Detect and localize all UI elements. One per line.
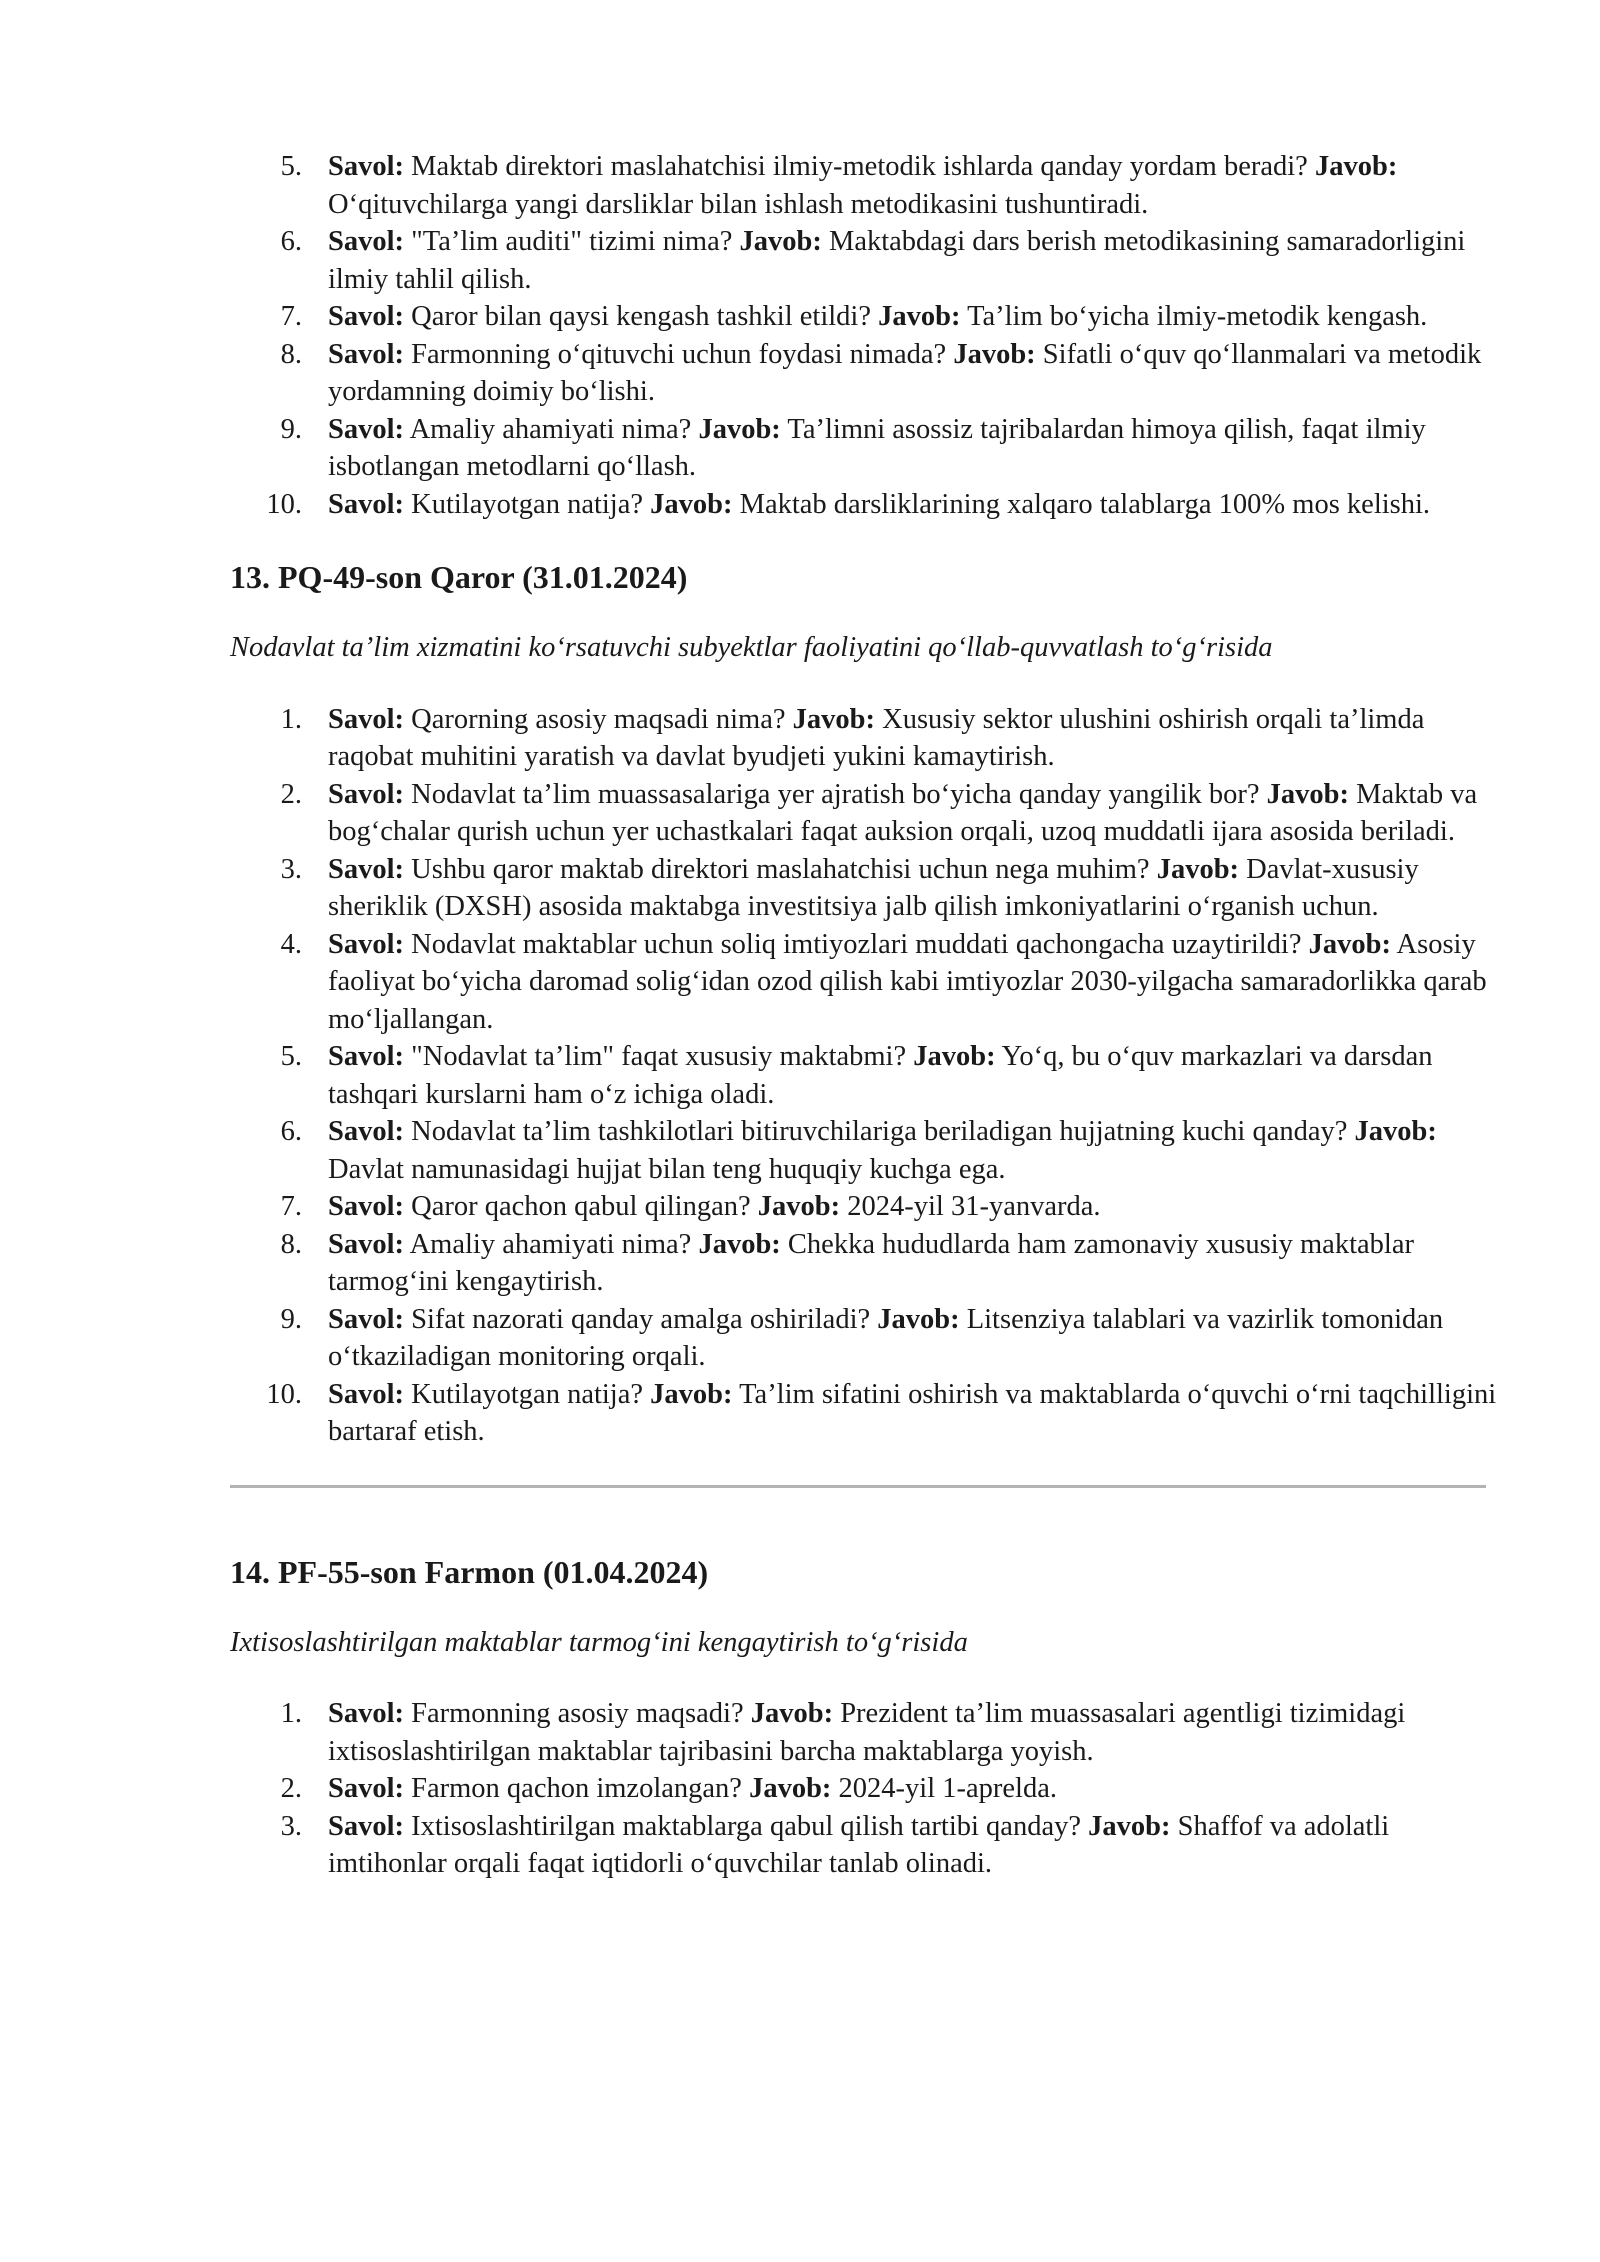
section-13-heading: 13. PQ-49-son Qaror (31.01.2024): [230, 559, 688, 595]
answer-text: Maktab darsliklarining xalqaro talablarga 100% mos kelishi.: [739, 488, 1431, 520]
qa-item: [230, 1808, 1500, 1883]
answer-text: Shaffof va adolatli imtihonlar orqali faqat iqtidorli o‘quvchilar tanlab olinadi.: [328, 1810, 1390, 1879]
section-13-subtitle: Nodavlat ta’lim xizmatini ko‘rsatuvchi subyektlar faoliyatini qo‘llab-quvvatlash to‘g‘risida: [230, 632, 1273, 663]
qa-item: [230, 1695, 1500, 1770]
answer-text: Yo‘q, bu o‘quv markazlari va darsdan tashqari kurslarni ham o‘z ichiga oladi.: [328, 1041, 1433, 1110]
answer-label: Javob:: [1354, 1116, 1437, 1147]
question-text: Ixtisoslashtirilgan maktablarga qabul qilish tartibi qanday?: [411, 1810, 1082, 1842]
answer-label: Javob:: [1088, 1810, 1171, 1842]
item-number: 7.: [280, 301, 302, 332]
answer-text: O‘qituvchilarga yangi darsliklar bilan ishlash metodikasini tushuntiradi.: [328, 188, 1149, 220]
qa-item: [230, 411, 1500, 486]
question-label: Savol:: [328, 1698, 405, 1729]
qa-item: [230, 148, 1500, 223]
answer-text: 2024-yil 1-aprelda.: [838, 1773, 1057, 1804]
answer-label: Javob:: [1308, 928, 1391, 960]
question-text: Nodavlat ta’lim tashkilotlari bitiruvchilariga beriladigan hujjatning kuchi qanday?: [411, 1116, 1348, 1147]
question-text: "Ta’lim auditi" tizimi nima?: [411, 226, 733, 257]
qa-item: [230, 1188, 1500, 1226]
qa-item: [230, 223, 1500, 298]
question-text: Qaror qachon qabul qilingan?: [411, 1191, 751, 1222]
item-number: 1.: [280, 703, 302, 735]
item-number: 2.: [280, 1773, 302, 1804]
question-text: Ushbu qaror maktab direktori maslahatchisi uchun nega muhim?: [411, 853, 1150, 885]
qa-item: [230, 486, 1500, 524]
answer-label: Javob:: [1266, 778, 1349, 810]
question-label: Savol:: [328, 413, 405, 445]
answer-text: Maktabdagi dars berish metodikasining samaradorligini ilmiy tahlil qilish.: [328, 226, 1466, 295]
answer-text: Ta’lim bo‘yicha ilmiy-metodik kengash.: [967, 301, 1428, 332]
question-label: Savol:: [328, 1041, 405, 1072]
question-label: Savol:: [328, 1773, 405, 1804]
question-text: Nodavlat ta’lim muassasalariga yer ajratish bo‘yicha qanday yangilik bor?: [411, 778, 1260, 810]
qa-item: [230, 701, 1500, 776]
answer-label: Javob:: [698, 1228, 781, 1260]
item-number: 9.: [280, 413, 302, 445]
qa-item: [230, 1770, 1500, 1808]
answer-label: Javob:: [1314, 151, 1398, 182]
answer-text: Maktab va bog‘chalar qurish uchun yer uchastkalari faqat auksion orqali, uzoq muddatli ijara asosida beriladi.: [328, 778, 1478, 847]
qa-item: [230, 1376, 1500, 1451]
question-label: Savol:: [328, 1303, 405, 1335]
question-text: Qaror bilan qaysi kengash tashkil etildi?: [411, 301, 871, 332]
answer-text: 2024-yil 31-yanvarda.: [847, 1191, 1101, 1222]
question-text: Qarorning asosiy maqsadi nima?: [411, 703, 786, 735]
qa-item: [230, 1301, 1500, 1376]
item-number: 8.: [280, 1228, 302, 1260]
question-label: Savol:: [328, 928, 405, 960]
item-number: 3.: [280, 1810, 302, 1842]
item-number: 2.: [280, 778, 302, 810]
answer-text: Litsenziya talablari va vazirlik tomonidan o‘tkaziladigan monitoring orqali.: [328, 1303, 1444, 1372]
answer-text: Ta’lim sifatini oshirish va maktablarda o‘quvchi o‘rni taqchilligini bartaraf etish.: [328, 1378, 1497, 1447]
question-text: Kutilayotgan natija?: [411, 488, 644, 520]
answer-text: Ta’limni asossiz tajribalardan himoya qilish, faqat ilmiy isbotlangan metodlarni qo‘llash.: [328, 413, 1426, 482]
item-number: 10.: [266, 1378, 302, 1410]
question-text: Kutilayotgan natija?: [411, 1378, 644, 1410]
item-number: 5.: [280, 1041, 302, 1072]
answer-label: Javob:: [792, 703, 875, 735]
qa-item: [230, 1113, 1500, 1188]
question-label: Savol:: [328, 1116, 405, 1147]
question-label: Savol:: [328, 151, 405, 182]
item-number: 5.: [280, 151, 302, 182]
item-number: 6.: [280, 226, 302, 257]
question-text: Nodavlat maktablar uchun soliq imtiyozlari muddati qachongacha uzaytirildi?: [411, 928, 1302, 960]
document-page: [230, 148, 1500, 1883]
qa-item: [230, 926, 1500, 1039]
answer-text: Davlat-xususiy sheriklik (DXSH) asosida maktabga investitsiya jalb qilish imkoniyatlarini o‘rganish uchun.: [328, 853, 1419, 922]
answer-label: Javob:: [650, 1378, 733, 1410]
item-number: 4.: [280, 928, 302, 960]
qa-item: [230, 336, 1500, 411]
answer-label: Javob:: [698, 413, 781, 445]
question-text: Farmonning o‘qituvchi uchun foydasi nimada?: [411, 338, 947, 370]
item-number: 7.: [280, 1191, 302, 1222]
question-label: Savol:: [328, 488, 405, 520]
question-text: Farmonning asosiy maqsadi?: [411, 1698, 744, 1729]
item-number: 1.: [280, 1698, 302, 1729]
question-label: Savol:: [328, 778, 405, 810]
answer-label: Javob:: [1156, 853, 1240, 885]
question-text: "Nodavlat ta’lim" faqat xususiy maktabmi?: [411, 1041, 907, 1072]
qa-list-section-13: [230, 701, 1500, 1451]
question-label: Savol:: [328, 853, 405, 885]
question-label: Savol:: [328, 338, 405, 370]
qa-item: [230, 1226, 1500, 1301]
answer-label: Javob:: [953, 338, 1036, 370]
answer-text: Davlat namunasidagi hujjat bilan teng huquqiy kuchga ega.: [328, 1153, 1006, 1185]
question-text: Farmon qachon imzolangan?: [411, 1773, 742, 1804]
item-number: 10.: [266, 488, 302, 520]
question-text: Amaliy ahamiyati nima?: [409, 413, 692, 445]
answer-label: Javob:: [749, 1773, 832, 1804]
question-text: Maktab direktori maslahatchisi ilmiy-metodik ishlarda qanday yordam beradi?: [411, 151, 1308, 182]
question-label: Savol:: [328, 226, 405, 257]
question-label: Savol:: [328, 1810, 405, 1842]
question-text: Amaliy ahamiyati nima?: [409, 1228, 692, 1260]
question-label: Savol:: [328, 1378, 405, 1410]
qa-item: [230, 298, 1500, 336]
item-number: 3.: [280, 853, 302, 885]
item-number: 6.: [280, 1116, 302, 1147]
answer-text: Chekka hududlarda ham zamonaviy xususiy maktablar tarmog‘ini kengaytirish.: [328, 1228, 1414, 1297]
answer-text: Xususiy sektor ulushini oshirish orqali ta’limda raqobat muhitini yaratish va davlat byudjeti yukini kamaytirish.: [328, 703, 1425, 772]
answer-label: Javob:: [877, 1303, 960, 1335]
section-14-heading: 14. PF-55-son Farmon (01.04.2024): [230, 1553, 709, 1590]
section-divider: [230, 1485, 1486, 1488]
section-14-subtitle: Ixtisoslashtirilgan maktablar tarmog‘ini kengaytirish to‘g‘risida: [230, 1626, 968, 1658]
answer-label: Javob:: [650, 488, 733, 520]
question-text: Sifat nazorati qanday amalga oshiriladi?: [411, 1303, 871, 1335]
qa-item: [230, 776, 1500, 851]
qa-list-previous: [230, 148, 1500, 523]
answer-text: Asosiy faoliyat bo‘yicha daromad solig‘idan ozod qilish kabi imtiyozlar 2030-yilgacha samaradorlikka qarab mo‘ljallangan.: [328, 928, 1487, 1035]
answer-label: Javob:: [878, 301, 961, 332]
question-label: Savol:: [328, 1228, 405, 1260]
answer-label: Javob:: [750, 1698, 834, 1729]
qa-item: [230, 851, 1500, 926]
answer-text: Sifatli o‘quv qo‘llanmalari va metodik yordamning doimiy bo‘lishi.: [328, 338, 1482, 407]
answer-label: Javob:: [757, 1191, 841, 1222]
answer-text: Prezident ta’lim muassasalari agentligi tizimidagi ixtisoslashtirilgan maktablar tajribasini barcha maktablarga yoyish.: [328, 1698, 1406, 1767]
question-label: Savol:: [328, 703, 405, 735]
answer-label: Javob:: [913, 1041, 996, 1072]
item-number: 8.: [280, 338, 302, 370]
answer-label: Javob:: [739, 226, 822, 257]
question-label: Savol:: [328, 301, 405, 332]
item-number: 9.: [280, 1303, 302, 1335]
question-label: Savol:: [328, 1191, 405, 1222]
qa-list-section-14: [230, 1695, 1500, 1883]
qa-item: [230, 1038, 1500, 1113]
